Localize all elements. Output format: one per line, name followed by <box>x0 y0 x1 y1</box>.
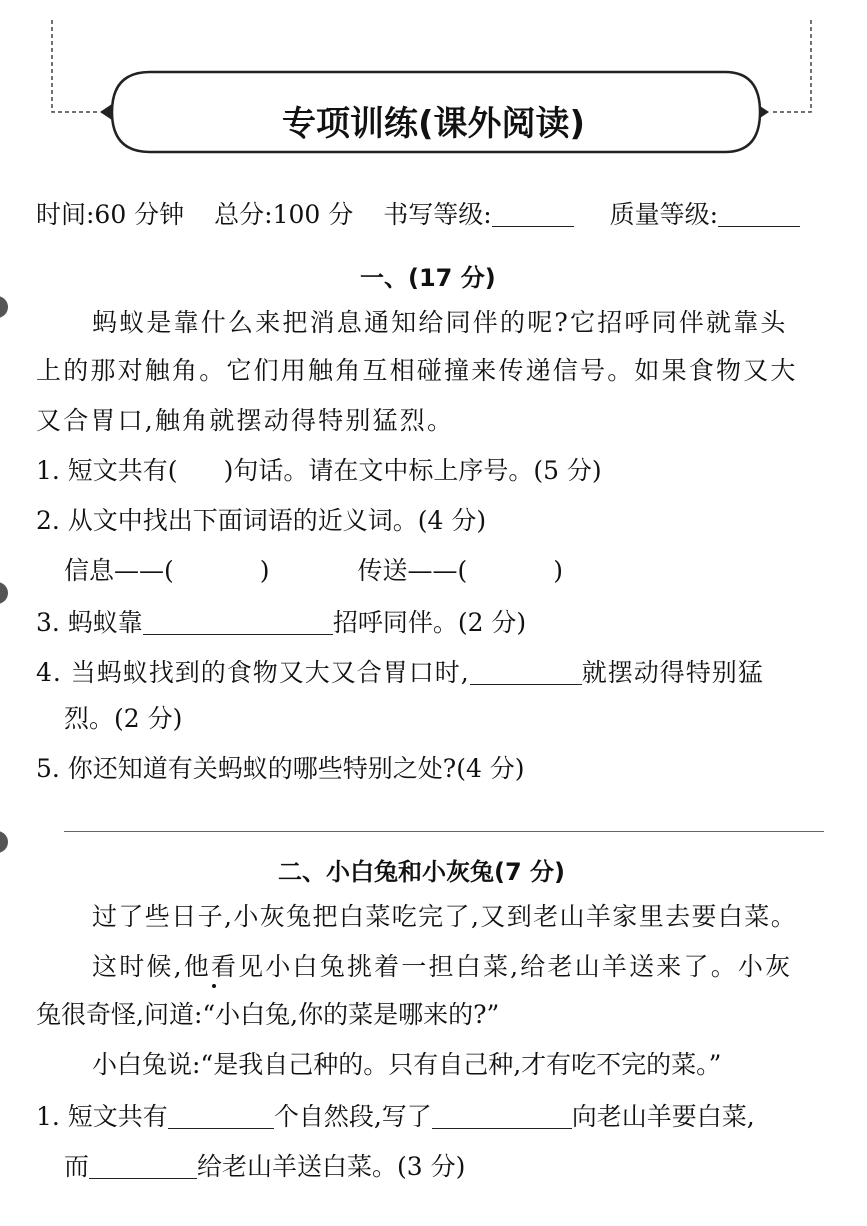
s2-q1-blank-3[interactable] <box>89 1152 197 1179</box>
writing-grade-blank[interactable] <box>492 200 574 227</box>
question-4-text-end: 就摆动得特别猛 <box>581 658 764 687</box>
word-xinxi: 信息——( <box>64 556 174 585</box>
page-title: 专项训练(课外阅读) <box>281 104 586 144</box>
binding-hole <box>0 831 8 853</box>
question-1 <box>36 458 602 483</box>
writing-grade-label: 书写等级: <box>383 200 492 229</box>
s2-q1-text-4: 而 <box>64 1152 90 1181</box>
passage-1-line: 又合胃口,触角就摆动得特别猛烈。 <box>36 406 455 435</box>
question-1-text: 1. 短文共有( <box>36 456 178 485</box>
question-3-blank[interactable] <box>143 608 333 635</box>
section-2-question-1 <box>36 1102 755 1129</box>
quality-grade-blank[interactable] <box>718 200 800 227</box>
binding-hole <box>0 296 8 318</box>
question-4-text: 4. 当蚂蚁找到的食物又大又合胃口时, <box>36 658 470 687</box>
passage-2-para-2-cont: 兔很奇怪,问道:“小白兔,你的菜是哪来的?” <box>36 1000 500 1029</box>
emphasis-dot <box>212 984 216 988</box>
section-2-question-1-cont <box>64 1152 465 1179</box>
question-4-blank[interactable] <box>470 658 582 685</box>
paren-close: ) <box>553 556 564 585</box>
question-2-words <box>64 558 563 583</box>
question-3 <box>36 608 526 635</box>
s2-q1-text-2: 个自然段,写了 <box>273 1102 432 1131</box>
question-2: 2. 从文中找出下面词语的近义词。(4 分) <box>36 506 487 535</box>
passage-2-para-3: 小白兔说:“是我自己种的。只有自己种,才有吃不完的菜。” <box>92 1050 722 1079</box>
s2-q1-text-3: 向老山羊要白菜, <box>571 1102 755 1131</box>
s2-q1-blank-1[interactable] <box>168 1102 274 1129</box>
s2-q1-text-5: 给老山羊送白菜。(3 分) <box>197 1152 466 1181</box>
total-label: 总分:100 分 <box>214 200 354 229</box>
paren-close: ) <box>259 556 270 585</box>
passage-1-line: 上的那对触角。它们用触角互相碰撞来传递信号。如果食物又大 <box>36 356 798 385</box>
info-row <box>36 200 800 227</box>
question-4 <box>36 658 764 685</box>
s2-q1-text: 1. 短文共有 <box>36 1102 168 1131</box>
passage-1-line: 蚂蚁是靠什么来把消息通知给同伴的呢?它招呼同伴就靠头 <box>92 308 788 337</box>
s2-q1-blank-2[interactable] <box>432 1102 572 1129</box>
time-label: 时间:60 分钟 <box>36 200 185 229</box>
section-1-heading: 一、(17 分) <box>360 264 496 292</box>
quality-grade-label: 质量等级: <box>609 200 719 229</box>
question-3-text: 3. 蚂蚁靠 <box>36 608 143 637</box>
section-divider <box>64 831 824 832</box>
question-3-text-end: 招呼同伴。(2 分) <box>332 608 527 637</box>
question-5: 5. 你还知道有关蚂蚁的哪些特别之处?(4 分) <box>36 754 525 783</box>
section-2-heading: 二、小白兔和小灰兔(7 分) <box>278 858 565 886</box>
passage-2-para-1: 过了些日子,小灰兔把白菜吃完了,又到老山羊家里去要白菜。 <box>92 902 798 931</box>
question-4-cont: 烈。(2 分) <box>64 704 183 733</box>
question-1-text-end: )句话。请在文中标上序号。(5 分) <box>223 456 602 485</box>
word-chuansong: 传送——( <box>357 556 468 585</box>
binding-hole <box>0 582 8 604</box>
passage-2-para-2: 这时候,他看见小白兔挑着一担白菜,给老山羊送来了。小灰 <box>92 952 793 981</box>
